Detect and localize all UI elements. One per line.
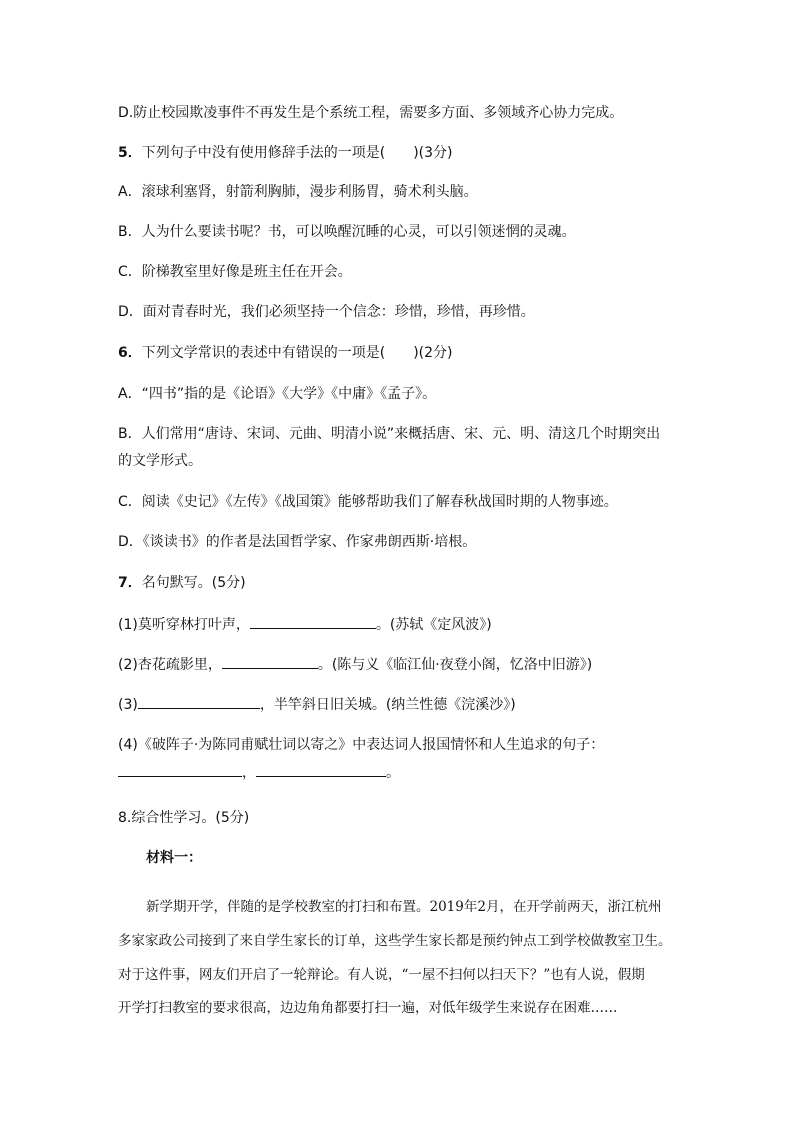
q6-option-a: A．“四书”指的是《论语》《大学》《中庸》《孟子》。 — [118, 386, 437, 402]
item-source: 。(陈与义《临江仙·夜登小阁，忆洛中旧游》) — [317, 657, 593, 673]
q5-option-a: A．滚球利塞肾，射箭利胸肺，漫步利肠胃，骑术利头脑。 — [118, 184, 478, 200]
material-paragraph-line: 多家家政公司接到了来自学生家长的订单，这些学生家长都是预约钟点工到学校做教室卫生。 — [118, 933, 672, 949]
question-8: 8.综合性学习。(5分) — [118, 810, 250, 826]
q5-option-d: D．面对青春时光，我们必须坚持一个信念：珍惜，珍惜，再珍惜。 — [118, 304, 535, 320]
answer-blank[interactable] — [222, 654, 318, 669]
separator: ， — [242, 765, 256, 781]
question-text: 名句默写。(5分) — [141, 575, 246, 591]
question-6 — [118, 343, 453, 363]
q5-option-c: C．阶梯教室里好像是班主任在开会。 — [118, 264, 352, 280]
q6-option-d: D．《谈读书》的作者是法国哲学家、作家弗朗西斯·培根。 — [118, 534, 477, 550]
q6-option-b-line2: 的文学形式。 — [118, 453, 202, 469]
question-7 — [118, 573, 246, 593]
material-paragraph-line: 新学期开学，伴随的是学校教室的打扫和布置。2019年2月，在开学前两天，浙江杭州 — [146, 899, 662, 915]
material-paragraph-line: 开学打扫教室的要求很高，边边角角都要打扫一遍，对低年级学生来说存在困难…… — [118, 1000, 618, 1016]
item-source: ，半竿斜日旧关城。(纳兰性德《浣溪沙》) — [259, 697, 516, 713]
q7-item-4-blanks — [118, 762, 400, 783]
material-title: 材料一： — [146, 850, 202, 866]
question-number: 5． — [118, 145, 142, 161]
option-d-previous: D.防止校园欺凌事件不再发生是个系统工程，需要多方面、多领域齐心协力完成。 — [118, 105, 624, 121]
q5-option-b: B．人为什么要读书呢？书，可以唤醒沉睡的心灵，可以引领迷惘的灵魂。 — [118, 224, 576, 240]
q6-option-c: C．阅读《史记》《左传》《战国策》能够帮助我们了解春秋战国时期的人物事迹。 — [118, 494, 618, 510]
item-source: 。(苏轼《定风波》) — [375, 617, 492, 633]
question-text: 下列文学常识的表述中有错误的一项是( )(2分) — [141, 345, 453, 361]
material-paragraph-line: 对于这件事，网友们开启了一轮辩论。有人说，“一屋不扫何以扫天下？”也有人说，假期 — [118, 967, 645, 983]
q7-item-1 — [118, 614, 492, 635]
item-text: (3) — [118, 697, 138, 713]
answer-blank[interactable] — [250, 614, 376, 629]
answer-blank[interactable] — [256, 762, 386, 777]
item-text: (1)莫听穿林打叶声， — [118, 617, 250, 633]
q7-item-3 — [118, 694, 516, 715]
question-number: 6． — [118, 345, 142, 361]
answer-blank[interactable] — [138, 694, 260, 709]
question-number: 7． — [118, 575, 142, 591]
q6-option-b-line1: B．人们常用“唐诗、宋词、元曲、明清小说”来概括唐、宋、元、明、清这几个时期突出 — [118, 426, 661, 442]
q7-item-2 — [118, 654, 592, 675]
end-mark: 。 — [386, 765, 400, 781]
question-text: 下列句子中没有使用修辞手法的一项是( )(3分) — [141, 145, 453, 161]
answer-blank[interactable] — [118, 762, 242, 777]
q7-item-4: (4)《破阵子·为陈同甫赋壮词以寄之》中表达词人报国情怀和人生追求的句子： — [118, 737, 605, 753]
question-5 — [118, 143, 453, 163]
item-text: (2)杏花疏影里， — [118, 657, 222, 673]
